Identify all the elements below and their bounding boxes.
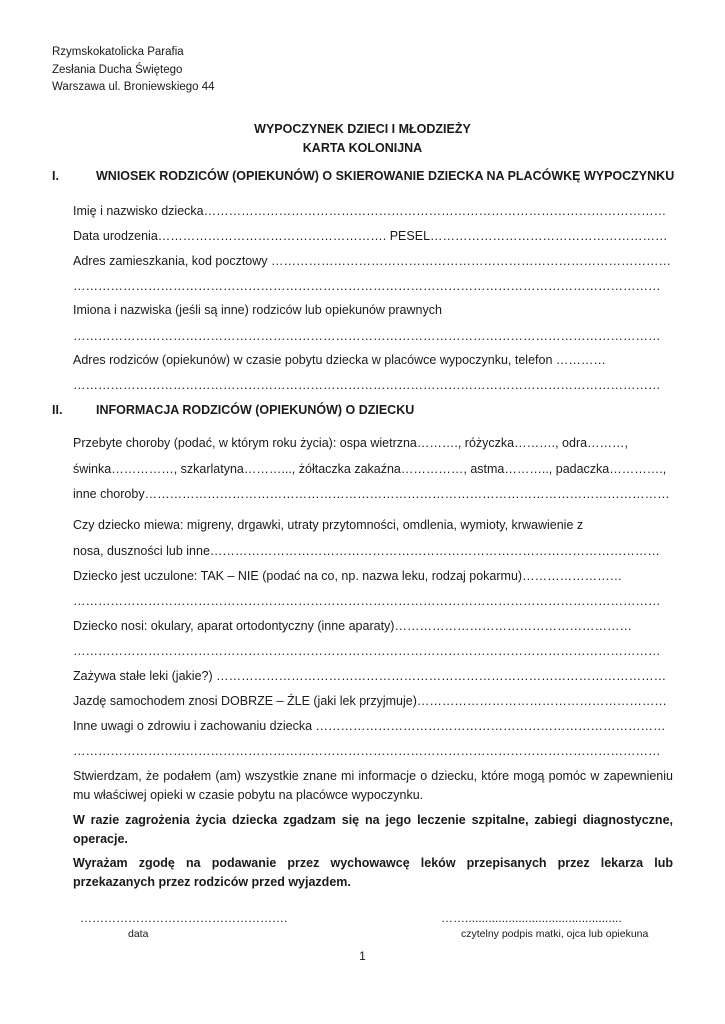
section-1-number: I. bbox=[52, 169, 59, 183]
parish-address: Warszawa ul. Broniewskiego 44 bbox=[52, 81, 215, 93]
document-title: WYPOCZYNEK DZIECI I MŁODZIEŻY bbox=[254, 122, 471, 136]
other-health-notes-field: Inne uwagi o zdrowiu i zachowaniu dziecka ………………………………………………………………………… bbox=[73, 719, 666, 733]
parent-signature-line: ……............................................... bbox=[441, 911, 622, 925]
parents-address-phone-field: Adres rodziców (opiekunów) w czasie pobytu dziecka w placówce wypoczynku, telefon ………… bbox=[73, 353, 606, 367]
hospital-treatment-consent: W razie zagrożenia życia dziecka zgadzam się na jego leczenie szpitalne, zabiegi diagnostyczne, operacje. bbox=[73, 813, 673, 846]
parent-signature-label: czytelny podpis matki, ojca lub opiekuna bbox=[461, 928, 649, 940]
other-illnesses-field: inne choroby……………………………………………………………………………………………………………… bbox=[73, 487, 670, 501]
section-2-heading: INFORMACJA RODZICÓW (OPIEKUNÓW) O DZIECKU bbox=[96, 403, 415, 417]
section-2-number: II. bbox=[52, 403, 63, 417]
symptoms-question-line-1: Czy dziecko miewa: migreny, drgawki, utraty przytomności, omdlenia, wymioty, krwawienie z bbox=[73, 518, 584, 532]
parish-name-line-1: Rzymskokatolicka Parafia bbox=[52, 46, 184, 58]
glasses-braces-field: Dziecko nosi: okulary, aparat ortodontyczny (inne aparaty)………………………………………………… bbox=[73, 619, 632, 633]
allergies-continuation: …………………………………………………………………………………………………………………………… bbox=[73, 594, 661, 608]
medication-consent: Wyrażam zgodę na podawanie przez wychowawcę leków przepisanych przez lekarza lub przekazanych przez rodziców przed wyjazdem. bbox=[73, 856, 673, 889]
date-label: data bbox=[128, 928, 149, 940]
past-illnesses-line-2: świnka……………, szkarlatyna………..., żółtaczka zakaźna……………, astma……….., padaczka…………., bbox=[73, 462, 667, 476]
page-number: 1 bbox=[359, 949, 366, 963]
child-name-field: Imię i nazwisko dziecka………………………………………………………………………………………………… bbox=[73, 204, 667, 218]
parents-address-continuation: …………………………………………………………………………………………………………………………… bbox=[73, 378, 661, 392]
car-travel-tolerance-field: Jazdę samochodem znosi DOBRZE – ŹLE (jaki lek przyjmuje)…………………………………………………… bbox=[73, 694, 667, 708]
regular-medication-field: Zażywa stałe leki (jakie?) ……………………………………………………………………………………………… bbox=[73, 669, 667, 683]
birth-date-pesel-field: Data urodzenia………………………………………………. PESEL………………………………………………… bbox=[73, 229, 668, 243]
parent-statement: Stwierdzam, że podałem (am) wszystkie znane mi informacje o dziecku, które mogą pomóc w zapewnieniu mu właściwej opieki w czasie pobytu na placówce wypoczynku. bbox=[73, 769, 673, 802]
parents-names-field: …………………………………………………………………………………………………………………………… bbox=[73, 329, 661, 343]
symptoms-question-line-2: nosa, duszności lub inne……………………………………………………………………………………………… bbox=[73, 544, 660, 558]
date-signature-line: ……………………………………………. bbox=[80, 911, 288, 925]
home-address-continuation: …………………………………………………………………………………………………………………………… bbox=[73, 279, 661, 293]
home-address-field: Adres zamieszkania, kod pocztowy …………………………………………………………………………………… bbox=[73, 254, 672, 268]
parish-name-line-2: Zesłania Ducha Świętego bbox=[52, 64, 183, 76]
past-illnesses-line-1: Przebyte choroby (podać, w którym roku życia): ospa wietrzna………., różyczka………., odra………, bbox=[73, 436, 629, 450]
other-health-notes-continuation: …………………………………………………………………………………………………………………………… bbox=[73, 744, 661, 758]
document-subtitle: KARTA KOLONIJNA bbox=[302, 141, 423, 155]
allergies-field: Dziecko jest uczulone: TAK – NIE (podać na co, np. nazwa leku, rodzaj pokarmu)…………………… bbox=[73, 569, 623, 583]
section-1-heading: WNIOSEK RODZICÓW (OPIEKUNÓW) O SKIEROWANIE DZIECKA NA PLACÓWKĘ WYPOCZYNKU bbox=[96, 169, 675, 183]
parents-names-label: Imiona i nazwiska (jeśli są inne) rodziców lub opiekunów prawnych bbox=[73, 303, 442, 317]
glasses-braces-continuation: …………………………………………………………………………………………………………………………… bbox=[73, 644, 661, 658]
